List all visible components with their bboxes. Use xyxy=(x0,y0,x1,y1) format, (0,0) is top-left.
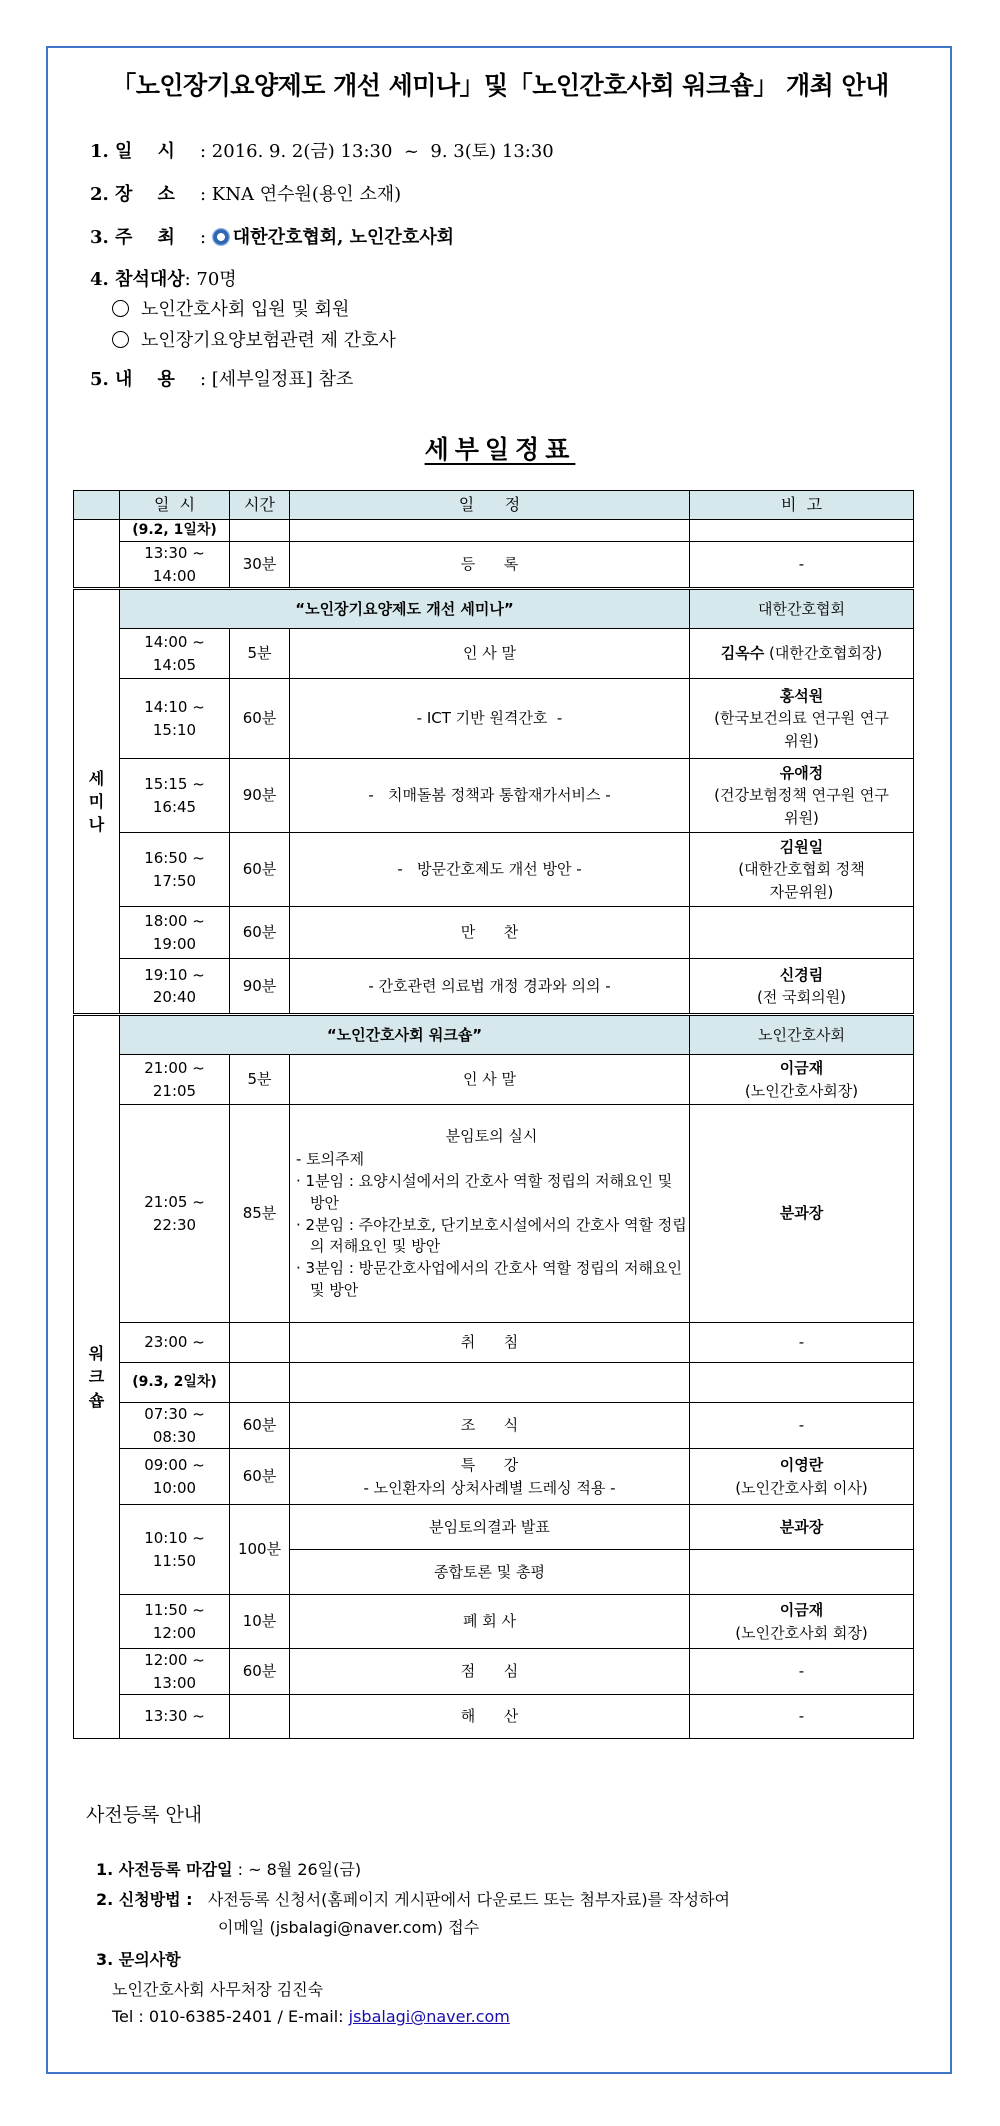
workshop-category xyxy=(74,1015,120,1739)
workshop-band-row xyxy=(74,1015,914,1055)
table-row: 23:00 ~ 취 침 - xyxy=(74,1323,914,1363)
header-duration: 시간 xyxy=(230,491,290,520)
info-attend: 4. 참석대상: 70명 xyxy=(90,269,237,290)
workshop-category-char: 크 xyxy=(88,1367,105,1387)
notice-method-cont: 이메일 (jsbalagi@naver.com) 접수 xyxy=(218,1918,480,1937)
workshop-band-note: 노인간호사회 xyxy=(690,1015,914,1055)
table-row: 14:10 ~ 15:10 60분 - ICT 기반 원격간호 - 홍석원 (한국보건의료 연구원 연구위원) xyxy=(74,679,914,759)
circle-bullet-icon xyxy=(112,331,129,348)
seminar-band: “노인장기요양제도 개선 세미나” xyxy=(120,589,690,629)
seminar-category-char: 미 xyxy=(88,791,105,811)
attend-item: 노인간호사회 입원 및 회원 xyxy=(112,295,349,321)
table-row: 종합토론 및 총평 xyxy=(74,1550,914,1595)
info-host: 3. 주 최 : 대한간호협회, 노인간호사회 xyxy=(90,227,454,248)
table-row: 12:00 ~ 13:00 60분 점 심 - xyxy=(74,1649,914,1695)
seminar-category-char: 세 xyxy=(88,768,105,788)
notice-contact-line: Tel : 010-6385-2401 / E-mail: jsbalagi@naver.com xyxy=(112,2007,510,2026)
day1-label: (9.2, 1일차) xyxy=(120,520,230,542)
seminar-band-note: 대한간호협회 xyxy=(690,589,914,629)
table-row: 07:30 ~ 08:30 60분 조 식 - xyxy=(74,1403,914,1449)
email-link[interactable]: jsbalagi@naver.com xyxy=(348,2007,510,2026)
notice-deadline: 1. 사전등록 마감일 : ~ 8월 26일(금) xyxy=(96,1860,362,1879)
table-row: 09:00 ~ 10:00 60분 특 강 - 노인환자의 상처사례별 드레싱 적용 - 이영란 (노인간호사회 이사) xyxy=(74,1449,914,1505)
table-row xyxy=(74,520,914,542)
schedule-table xyxy=(73,490,914,1739)
table-row: 19:10 ~ 20:40 90분 - 간호관련 의료법 개정 경과와 의의 - 신경림 (전 국회의원) xyxy=(74,959,914,1015)
notice-title: 사전등록 안내 xyxy=(86,1804,203,1826)
seminar-category-char: 나 xyxy=(88,815,105,835)
table-row: 13:30 ~ 14:00 30분 등 록 - xyxy=(74,542,914,589)
workshop-category-char: 숍 xyxy=(88,1390,105,1410)
day2-label: (9.3, 2일차) xyxy=(120,1363,230,1403)
page-title: 「노인장기요양제도 개선 세미나」및「노인간호사회 워크숍」 개최 안내 xyxy=(111,71,889,100)
header-note: 비 고 xyxy=(690,491,914,520)
info-place: 2. 장 소 : KNA 연수원(용인 소재) xyxy=(90,184,402,205)
kna-logo-icon xyxy=(212,228,230,246)
info-content: 5. 내 용 : [세부일정표] 참조 xyxy=(90,369,354,390)
table-row: 15:15 ~ 16:45 90분 - 치매돌봄 정책과 통합재가서비스 - 유애정 (건강보험정책 연구원 연구위원) xyxy=(74,759,914,833)
table-row: 21:00 ~ 21:05 5분 인 사 말 이금재 (노인간호사회장) xyxy=(74,1055,914,1105)
table-row: 10:10 ~ 11:50 100분 분임토의결과 발표 분과장 xyxy=(74,1505,914,1550)
circle-bullet-icon xyxy=(112,300,129,317)
workshop-category-char: 워 xyxy=(88,1344,105,1364)
seminar-band-row xyxy=(74,589,914,629)
seminar-category xyxy=(74,589,120,1015)
table-row: 14:00 ~ 14:05 5분 인 사 말 김옥수 (대한간호협회장) xyxy=(74,629,914,679)
notice-method: 2. 신청방법 : 사전등록 신청서(홈페이지 게시판에서 다운로드 또는 첨부자료)를 작성하여 xyxy=(96,1890,730,1909)
table-row: 21:05 ~ 22:30 85분 분임토의 실시 - 토의주제 · 1분임 : 요양시설에서의 간호사 역할 정립의 저해요인 및 방안 · 2분임 : 주야간보호, 단기보호시설에서의 간호사 역할 정립의 저해요인 및 방안 · 3분임 : 방문간호사업에서의 간호사 역할 정립의 저해요인 및 방안 분과장 xyxy=(74,1105,914,1323)
attend-item: 노인장기요양보험관련 제 간호사 xyxy=(112,326,396,352)
header-schedule: 일 정 xyxy=(290,491,690,520)
group-discussion-outline: 분임토의 실시 - 토의주제 · 1분임 : 요양시설에서의 간호사 역할 정립의 저해요인 및 방안 · 2분임 : 주야간보호, 단기보호시설에서의 간호사 역할 정립의 저해요인 및 방안 · 3분임 : 방문간호사업에서의 간호사 역할 정립의 저해요인 및 방안 xyxy=(296,1126,687,1299)
table-header xyxy=(74,491,914,520)
schedule-title: 세부일정표 xyxy=(424,435,576,464)
table-row: 13:30 ~ 해 산 - xyxy=(74,1695,914,1739)
table-row xyxy=(74,1363,914,1403)
notice-contact-label: 3. 문의사항 xyxy=(96,1950,181,1969)
workshop-band: “노인간호사회 워크숍” xyxy=(120,1015,690,1055)
info-date: 1. 일 시 : 2016. 9. 2(금) 13:30 ~ 9. 3(토) 13:30 xyxy=(90,141,554,162)
table-row: 18:00 ~ 19:00 60분 만 찬 xyxy=(74,907,914,959)
table-row: 16:50 ~ 17:50 60분 - 방문간호제도 개선 방안 - 김원일 (대한간호협회 정책자문위원) xyxy=(74,833,914,907)
table-row: 11:50 ~ 12:00 10분 폐 회 사 이금재 (노인간호사회 회장) xyxy=(74,1595,914,1649)
header-datetime: 일 시 xyxy=(120,491,230,520)
notice-contact-name: 노인간호사회 사무처장 김진숙 xyxy=(112,1980,324,1999)
